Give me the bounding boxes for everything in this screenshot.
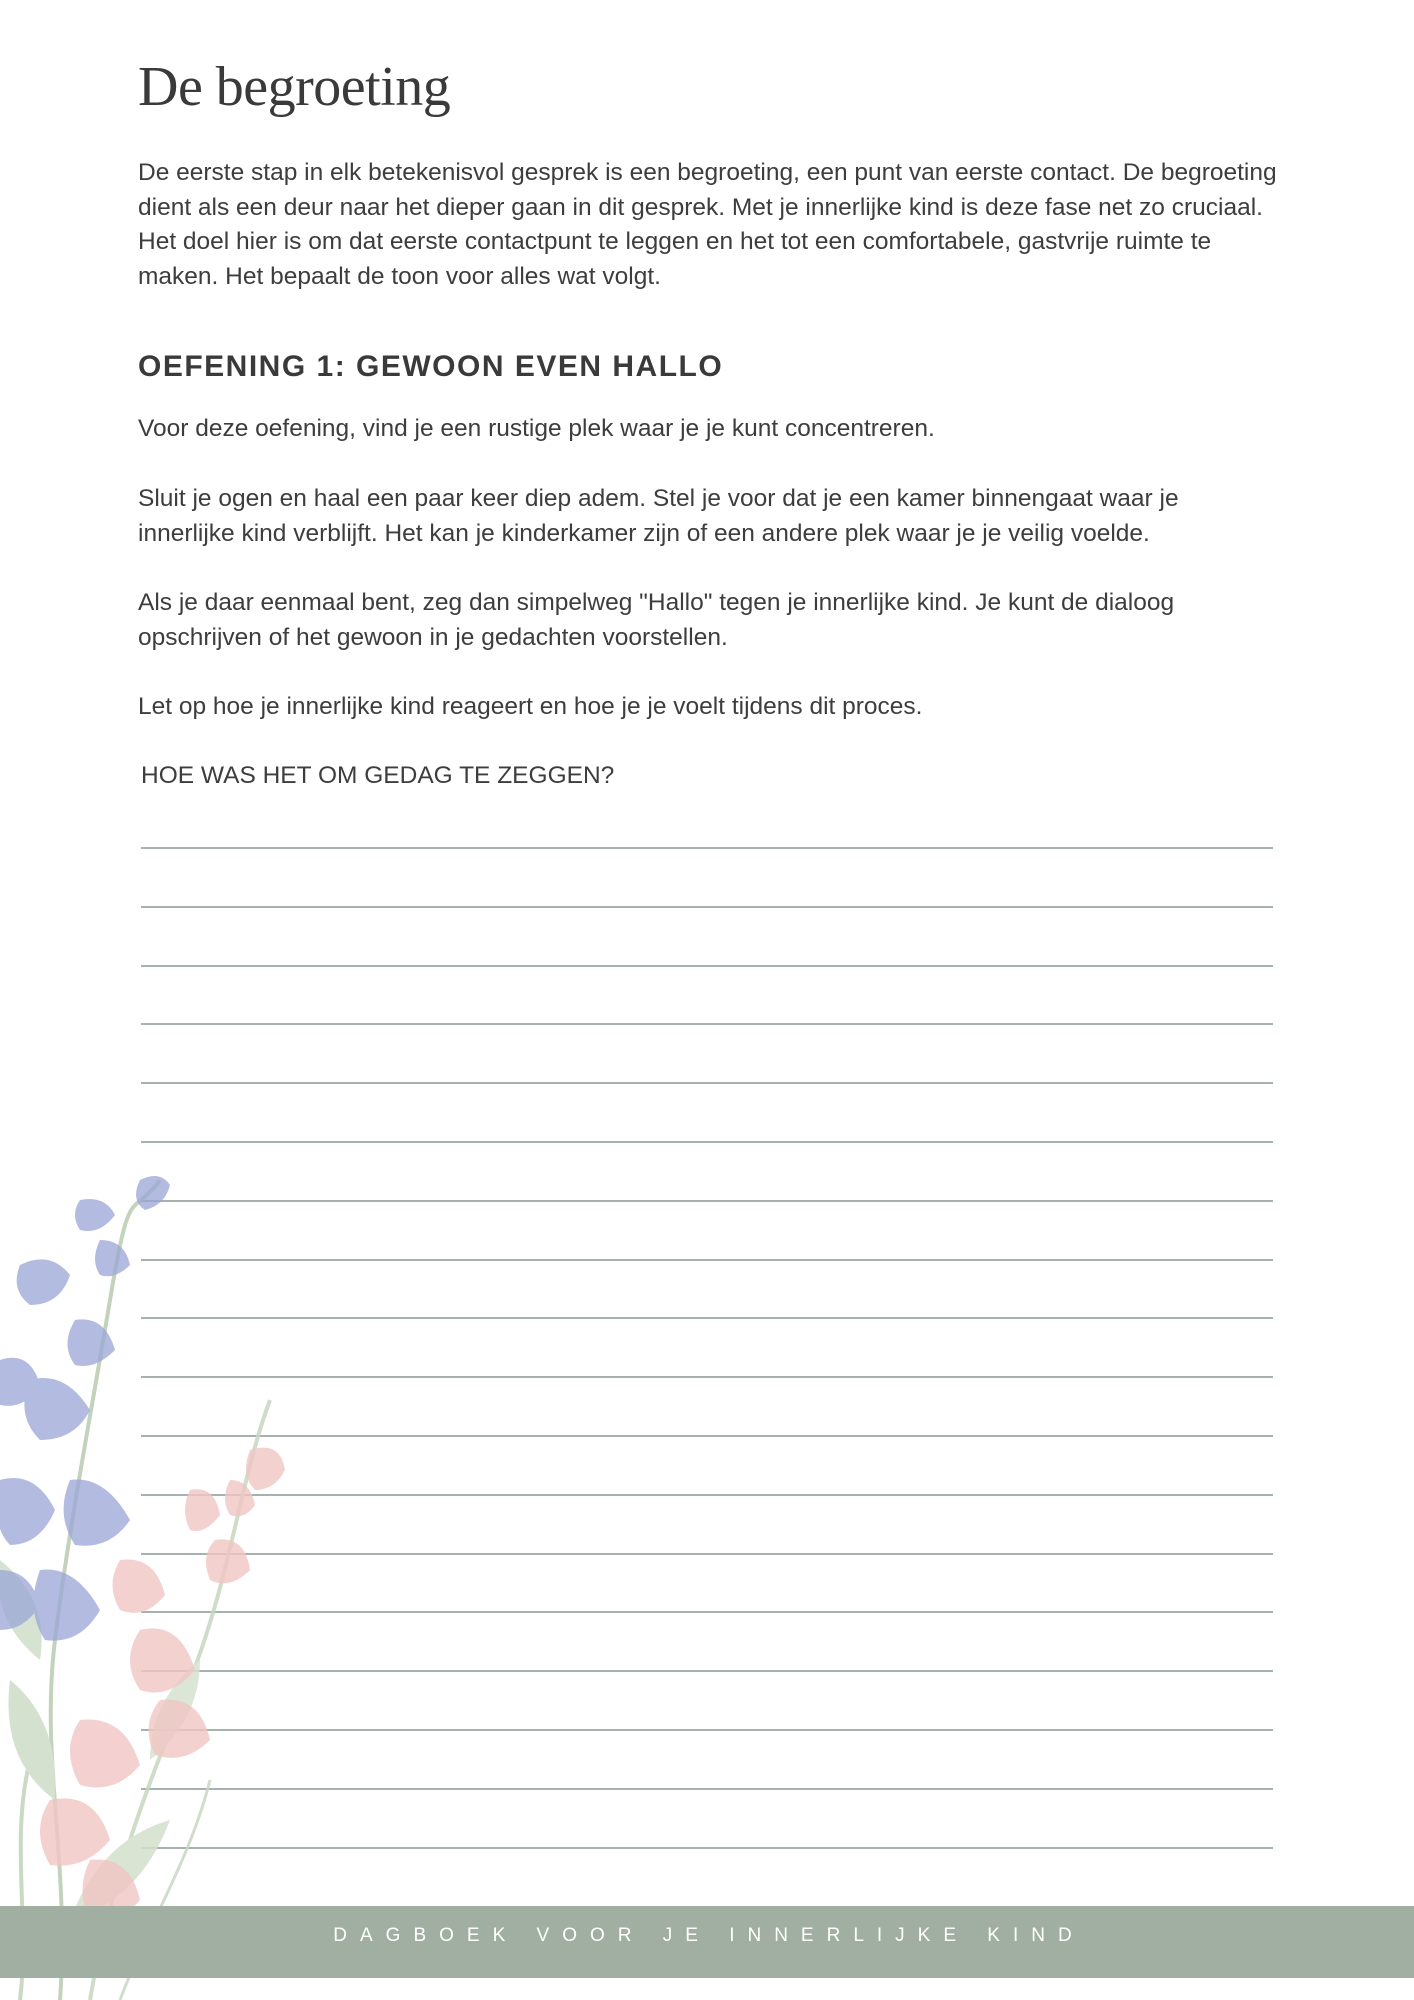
- writing-line[interactable]: [141, 1082, 1273, 1084]
- writing-line[interactable]: [141, 906, 1273, 908]
- exercise-paragraph: Sluit je ogen en haal een paar keer diep adem. Stel je voor dat je een kamer binnengaat waar je innerlijke kind verblijft. Het kan je kinderkamer zijn of een andere plek waar je je veilig voelde.: [138, 485, 1179, 547]
- page-title: De begroeting: [138, 56, 451, 118]
- writing-line[interactable]: [141, 1670, 1273, 1672]
- writing-line[interactable]: [141, 847, 1273, 849]
- watercolor-flowers-illustration: [0, 1160, 310, 2000]
- writing-line[interactable]: [141, 1611, 1273, 1613]
- writing-line[interactable]: [141, 1376, 1273, 1378]
- exercise-paragraph: Voor deze oefening, vind je een rustige plek waar je je kunt concentreren.: [138, 415, 935, 442]
- exercise-heading: OEFENING 1: GEWOON EVEN HALLO: [138, 350, 724, 383]
- writing-line[interactable]: [141, 1553, 1273, 1555]
- writing-line[interactable]: [141, 1435, 1273, 1437]
- writing-line[interactable]: [141, 1847, 1273, 1849]
- writing-line[interactable]: [141, 1141, 1273, 1143]
- writing-line[interactable]: [141, 1023, 1273, 1025]
- footer-title: DAGBOEK VOOR JE INNERLIJKE KIND: [333, 1925, 1085, 1946]
- writing-line[interactable]: [141, 1729, 1273, 1731]
- intro-paragraph: De eerste stap in elk betekenisvol gesprek is een begroeting, een punt van eerste contact. De begroeting dient als een deur naar het dieper gaan in dit gesprek. Met je innerlijke kind is deze fase net zo cruciaal. Het doel hier is om dat eerste contactpunt te leggen en het tot een comfortabele, gastvrije ruimte te maken. Het bepaalt de toon voor alles wat volgt.: [138, 159, 1277, 290]
- writing-line[interactable]: [141, 1788, 1273, 1790]
- writing-line[interactable]: [141, 965, 1273, 967]
- journal-question: HOE WAS HET OM GEDAG TE ZEGGEN?: [141, 762, 615, 789]
- writing-line[interactable]: [141, 1494, 1273, 1496]
- writing-line[interactable]: [141, 1259, 1273, 1261]
- exercise-paragraph: Als je daar eenmaal bent, zeg dan simpelweg "Hallo" tegen je innerlijke kind. Je kunt de dialoog opschrijven of het gewoon in je gedachten voorstellen.: [138, 589, 1175, 651]
- writing-line[interactable]: [141, 1317, 1273, 1319]
- exercise-paragraph: Let op hoe je innerlijke kind reageert en hoe je je voelt tijdens dit proces.: [138, 693, 923, 720]
- writing-line[interactable]: [141, 1200, 1273, 1202]
